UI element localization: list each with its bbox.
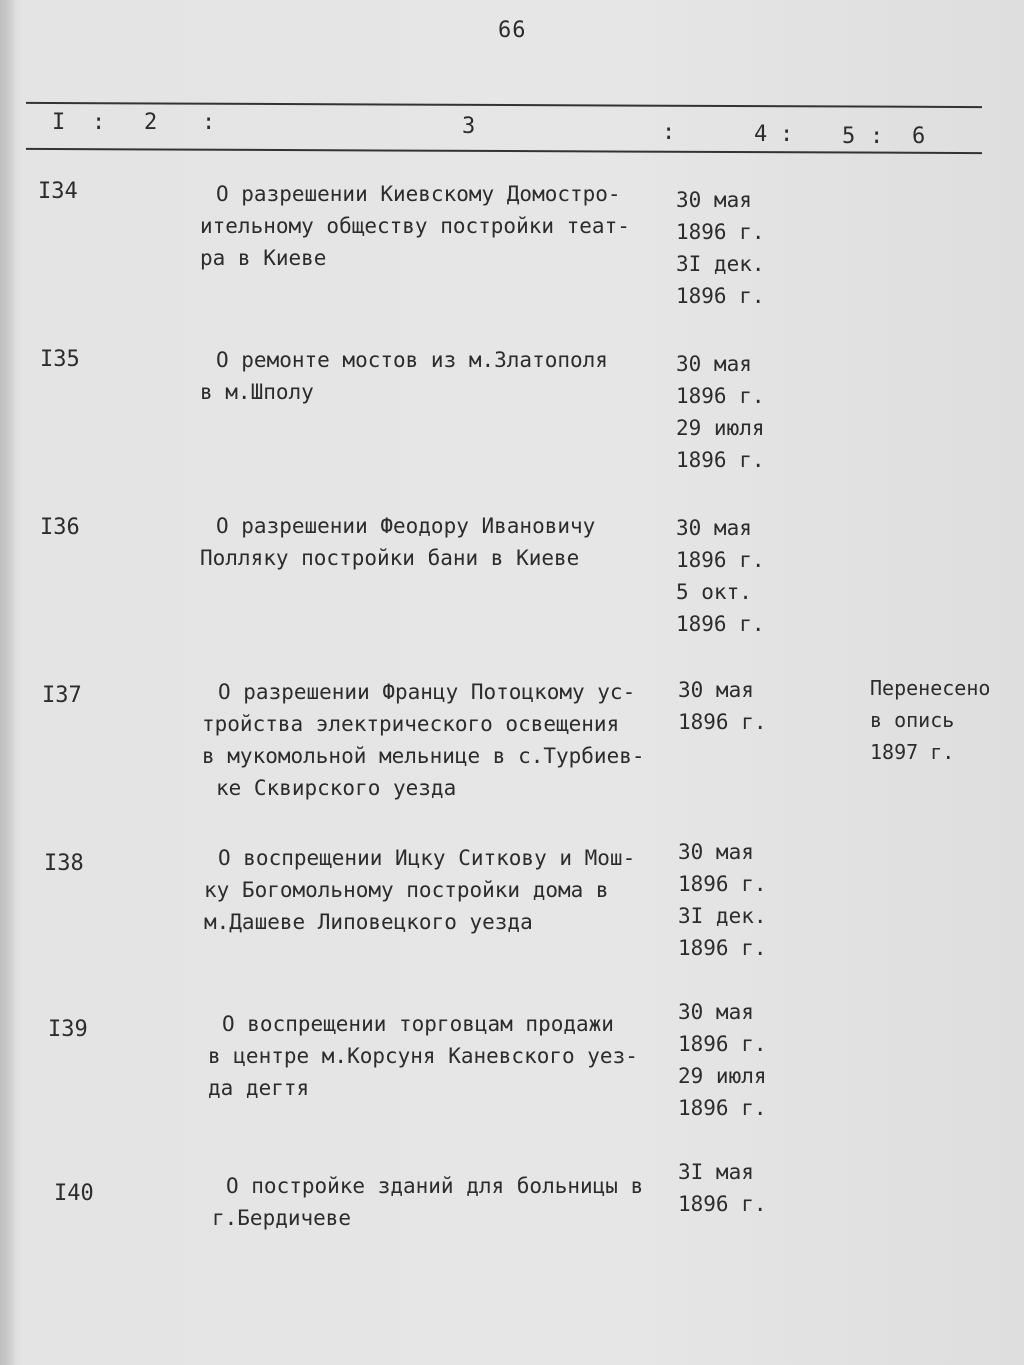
entry-title-line: О постройке зданий для больницы в (226, 1174, 644, 1198)
entry-title (200, 344, 670, 408)
entry-date-line: 30 мая (678, 840, 754, 864)
entry-note (870, 672, 990, 768)
page-number: 66 (498, 18, 527, 43)
entry-title-line: О воспрещении торговцам продажи (222, 1012, 614, 1036)
entry-dates (676, 184, 786, 312)
entry-number: I35 (40, 347, 80, 372)
entry-title-line: в мукомольной мельнице в с.Турбиев- (202, 744, 645, 768)
column-header-3: 3 (462, 114, 476, 139)
bleed-through-text (872, 200, 884, 232)
entry-title-line: да дегтя (208, 1076, 310, 1100)
column-separator: : (780, 122, 794, 147)
entry-date-line: 30 мая (678, 678, 754, 702)
column-header-2: 2 (144, 110, 158, 135)
entry-title-line: г.Бердичеве (212, 1206, 352, 1230)
entry-note-line: Перенесено (870, 676, 991, 700)
entry-dates (678, 996, 788, 1124)
entry-date-line: 30 мая (678, 1000, 754, 1024)
entry-number: I36 (40, 515, 80, 540)
entry-title (212, 1170, 682, 1234)
entry-date-line: 1896 г. (676, 548, 765, 572)
entry-title-line: тройства электрического освещения (202, 712, 620, 736)
column-separator: : (202, 110, 216, 135)
column-header-5: 5 (842, 124, 856, 149)
page-edge-shadow (0, 0, 14, 1365)
entry-title (200, 510, 670, 574)
entry-title-line: ительному обществу постройки теат- (200, 214, 630, 238)
entry-number: I38 (44, 851, 84, 876)
entry-note-line: в опись (870, 708, 955, 732)
column-separator: : (662, 120, 676, 145)
entry-date-line: 1896 г. (678, 936, 767, 960)
entry-date-line: 1896 г. (678, 1032, 767, 1056)
entry-date-line: 30 мая (676, 516, 752, 540)
entry-date-line: 30 мая (676, 188, 752, 212)
entry-note-line: 1897 г. (870, 740, 955, 764)
entry-dates (678, 836, 788, 964)
column-separator: : (92, 110, 106, 135)
entry-title-line: в центре м.Корсуня Каневского уез- (208, 1044, 638, 1068)
entry-date-line: 1896 г. (676, 384, 765, 408)
entry-title (202, 676, 672, 804)
entry-number: I39 (48, 1017, 88, 1042)
entry-title-line: ку Богомольному постройки дома в (204, 878, 609, 902)
entry-title-line: О воспрещении Ицку Ситкову и Мош- (218, 846, 636, 870)
column-header-4: 4 (754, 122, 768, 147)
entry-date-line: 3I мая (678, 1160, 754, 1184)
table-header-bottom-rule (26, 148, 982, 154)
entry-title-line: О разрешении Киевскому Домостро- (216, 182, 621, 206)
column-separator: : (870, 124, 884, 149)
entry-date-line: 1896 г. (676, 284, 765, 308)
entry-title-line: в м.Шполу (200, 380, 314, 404)
entry-date-line: 29 июля (676, 416, 765, 440)
entry-date-line: 1896 г. (678, 1192, 767, 1216)
entry-title (204, 842, 674, 938)
table-header-top-rule (26, 102, 982, 108)
entry-dates (676, 348, 786, 476)
column-header-6: 6 (912, 124, 926, 149)
entry-date-line: 5 окт. (676, 580, 752, 604)
entry-title-line: ра в Киеве (200, 246, 327, 270)
entry-title-line: О ремонте мостов из м.Златополя (216, 348, 608, 372)
entry-date-line: 3I дек. (676, 252, 765, 276)
entry-title-line: О разрешении Феодору Ивановичу (216, 514, 596, 538)
entry-title-line: О разрешении Францу Потоцкому ус- (218, 680, 636, 704)
entry-dates (676, 512, 786, 640)
column-header-1: I (52, 110, 66, 135)
entry-dates (678, 1156, 788, 1220)
entry-date-line: 1896 г. (676, 612, 765, 636)
entry-date-line: 1896 г. (678, 710, 767, 734)
entry-dates (678, 674, 788, 738)
entry-date-line: 29 июля (678, 1064, 767, 1088)
entry-title (208, 1008, 678, 1104)
entry-title-line: м.Дашеве Липовецкого уезда (204, 910, 533, 934)
entry-title-line: ке Сквирского уезда (216, 776, 457, 800)
entry-title (200, 178, 670, 274)
entry-date-line: 3I дек. (678, 904, 767, 928)
entry-title-line: Полляку постройки бани в Киеве (200, 546, 580, 570)
entry-number: I40 (54, 1181, 94, 1206)
entry-number: I34 (38, 179, 78, 204)
entry-date-line: 30 мая (676, 352, 752, 376)
entry-date-line: 1896 г. (678, 1096, 767, 1120)
entry-date-line: 1896 г. (676, 220, 765, 244)
entry-date-line: 1896 г. (678, 872, 767, 896)
entry-number: I37 (42, 683, 82, 708)
entry-date-line: 1896 г. (676, 448, 765, 472)
